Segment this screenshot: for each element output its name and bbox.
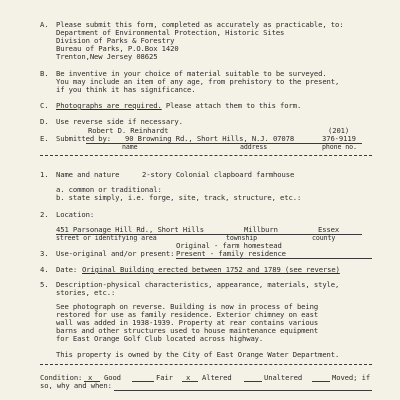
submitted-by-label: Submitted by:	[56, 134, 111, 143]
submitter-phone: 376-9119	[322, 134, 356, 143]
instruction-b-line-1: Be inventive in your choice of material suitable to be surveyed.	[56, 69, 327, 78]
item-2-label: Location:	[56, 210, 95, 219]
description-line-3: wall was added in 1938-1939. Property at rear contains various	[56, 318, 319, 327]
caption-name: name	[122, 143, 138, 151]
moved-option: Moved; if	[332, 373, 371, 382]
instruction-a-line-4: Bureau of Parks, P.O.Box 1420	[56, 44, 179, 53]
submitter-area-code: (201)	[328, 126, 350, 135]
caption-township: township	[226, 234, 257, 242]
location-township: Millburn	[244, 225, 278, 234]
description-line-4: barns and other structures used to house maintenance equipment	[56, 326, 319, 335]
good-option: Good	[104, 373, 121, 382]
caption-street: street or identifying area	[56, 234, 157, 242]
letter-e: E.	[40, 134, 49, 143]
condition-label: Condition:	[40, 373, 83, 382]
letter-d: D.	[40, 117, 49, 126]
instruction-a-line-2: Department of Environmental Protection, Historic Sites	[56, 28, 285, 37]
moved-blank[interactable]	[312, 381, 330, 382]
item-1-label: Name and nature	[56, 170, 120, 179]
instruction-a-line-1: Please submit this form, completed as accurately as practicable, to:	[56, 20, 344, 29]
unaltered-option: Unaltered	[264, 373, 303, 382]
instruction-a-line-5: Trenton,New Jersey 08625	[56, 52, 158, 61]
item-1-a-line: a. common or traditional:	[56, 185, 162, 194]
letter-a: A.	[40, 20, 49, 29]
item-1-b-line: b. state simply, i.e. forge, site, track, structure, etc.:	[56, 193, 302, 202]
description-line-1: See photograph on reverse. Building is now in process of being	[56, 302, 319, 311]
item-3-number: 3.	[40, 249, 49, 258]
submitter-name: Robert D. Reinhardt	[88, 126, 169, 135]
letter-c: C.	[40, 101, 49, 110]
item-3-label: Use-original and/or present:	[56, 249, 175, 258]
item-4-label: Date:	[56, 265, 78, 274]
location-street: 451 Parsonage Hill Rd., Short Hills	[56, 225, 204, 234]
section-divider-top	[40, 155, 372, 156]
item-1-number: 1.	[40, 170, 49, 179]
description-line-2: restored for use as family residence. Exterior chimney on east	[56, 310, 319, 319]
use-present: Present - family residence	[176, 249, 286, 258]
why-when-line[interactable]	[114, 390, 372, 391]
letter-b: B.	[40, 69, 49, 78]
item-2-number: 2.	[40, 210, 49, 219]
instruction-d: Use reverse side if necessary.	[56, 117, 183, 126]
use-line	[176, 258, 372, 259]
fair-blank[interactable]	[132, 381, 154, 382]
item-5-label-line-2: stories, etc.:	[56, 288, 116, 297]
attach-text: Please attach them to this form.	[161, 101, 302, 110]
item-4-number: 4.	[40, 265, 49, 274]
use-original: Original - farm homestead	[176, 241, 282, 250]
item-5-label-line-1: Description-physical characteristics, appearance, materials, style,	[56, 280, 340, 289]
section-divider-bottom	[40, 364, 372, 365]
instruction-b-line-3: if you think it has significance.	[56, 85, 196, 94]
owner-statement: This property is owned by the City of East Orange Water Department.	[56, 350, 340, 359]
photographs-required-text: Photographs are required.	[56, 101, 162, 110]
instruction-a-line-3: Division of Parks & Forestry	[56, 36, 175, 45]
description-line-5: for East Orange Golf Club located across highway.	[56, 334, 264, 343]
good-checkmark[interactable]: x	[88, 373, 93, 382]
moved-continuation: so, why and when:	[40, 381, 112, 390]
submitter-address: 90 Browning Rd., Short Hills, N.J. 07078	[125, 134, 295, 143]
caption-address: address	[240, 143, 268, 151]
altered-option: Altered	[202, 373, 232, 382]
instruction-b-line-2: You may include an item of any age, from prehistory to the present,	[56, 77, 340, 86]
caption-phone: phone no.	[322, 143, 357, 151]
instruction-c	[56, 102, 301, 111]
unaltered-blank[interactable]	[244, 381, 262, 382]
altered-checkmark[interactable]: x	[186, 373, 191, 382]
fair-option: Fair	[156, 373, 173, 382]
date-value: Original Building erected between 1752 and 1789 (see reverse)	[82, 265, 340, 274]
caption-county: county	[312, 234, 336, 242]
item-1-value: 2-story Colonial clapboard farmhouse	[142, 170, 295, 179]
item-5-number: 5.	[40, 280, 49, 289]
location-county: Essex	[318, 225, 340, 234]
